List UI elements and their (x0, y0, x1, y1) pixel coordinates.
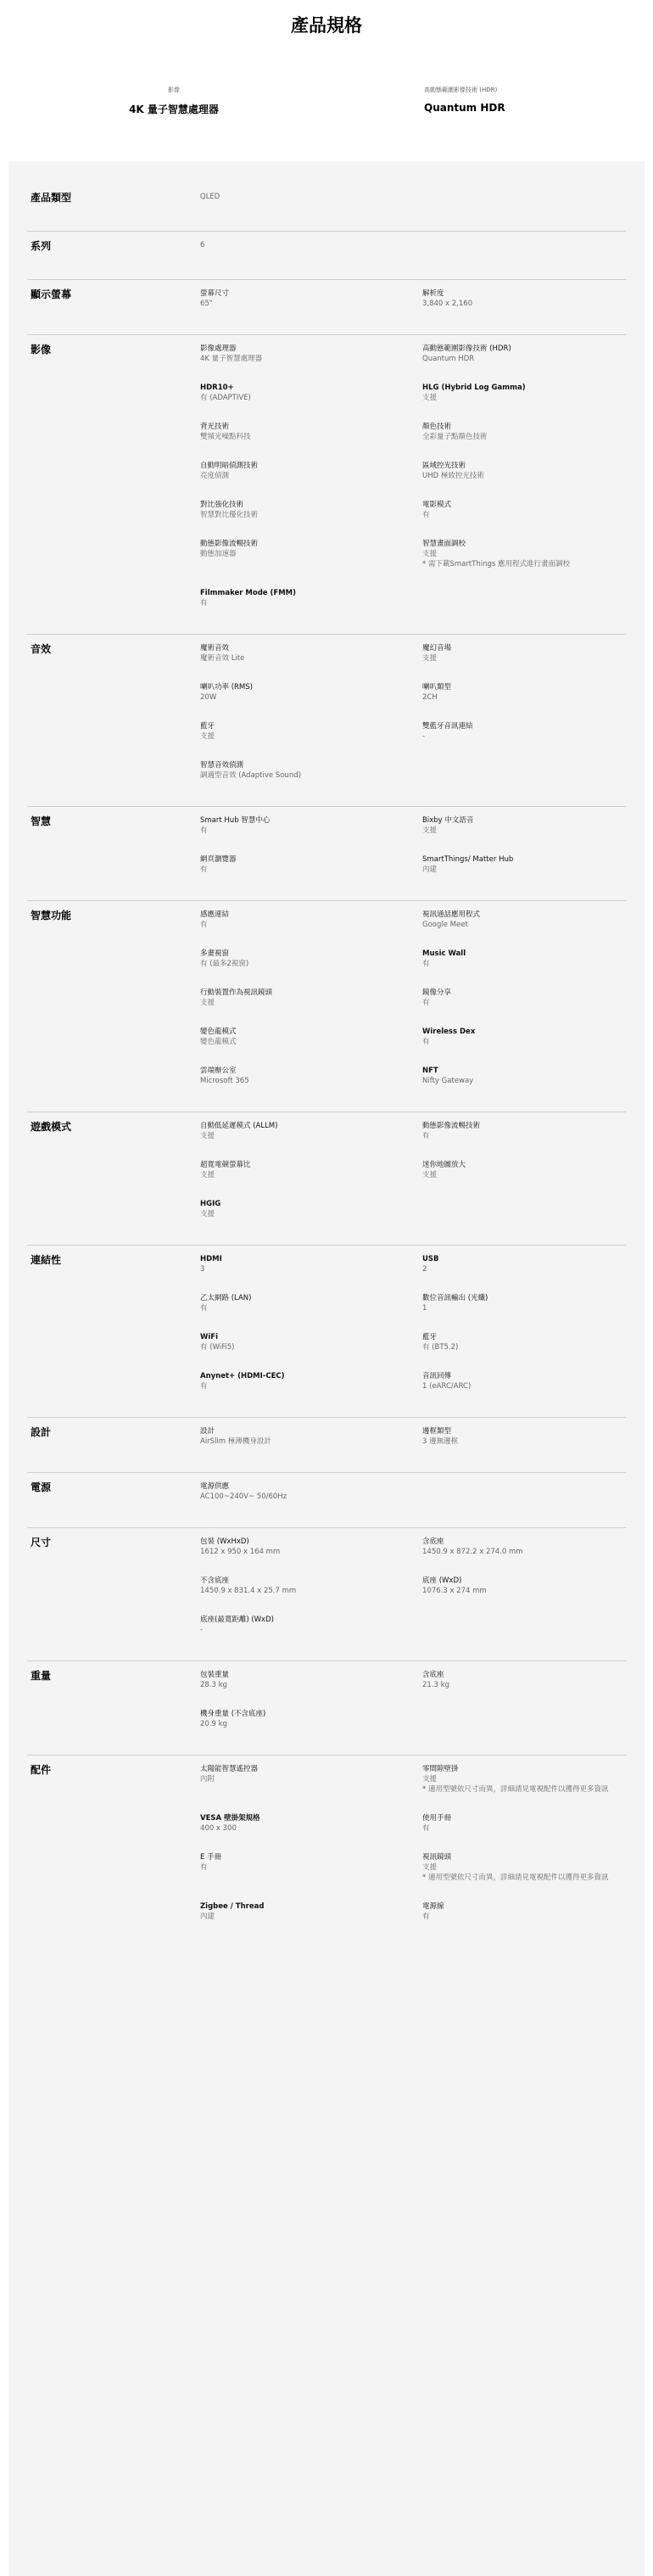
section-title: 遊戲模式 (31, 1121, 72, 1133)
spec-name: 動態影像流暢技術 (422, 1122, 481, 1130)
spec-value: 3 (200, 1265, 205, 1274)
spec-value: 亮度偵測 (200, 472, 230, 480)
spec-value: 有 (200, 921, 208, 929)
spec-name: Smart Hub 智慧中心 (200, 816, 271, 825)
spec-item (200, 643, 422, 664)
spec-name: 電源線 (422, 1902, 444, 1911)
spec-value: 有 (WiFi5) (200, 1343, 235, 1352)
spec-name: 音訊回傳 (422, 1372, 452, 1380)
spec-value: 內建 (200, 1912, 215, 1921)
spec-item (200, 1852, 422, 1883)
spec-value: 有 (200, 1304, 208, 1313)
spec-name: 感應連結 (200, 910, 230, 919)
spec-item (200, 1066, 422, 1086)
spec-section (27, 635, 626, 807)
spec-value: - (200, 1626, 204, 1634)
spec-value: Quantum HDR (422, 355, 475, 363)
spec-name: 視訊鏡頭 (422, 1853, 452, 1862)
spec-value: 28.3 kg (200, 1681, 227, 1689)
spec-item (422, 422, 626, 442)
spec-name: 機身重量 (不含底座) (200, 1710, 266, 1718)
spec-item (422, 1901, 626, 1922)
spec-name: NFT (422, 1067, 438, 1075)
spec-name: 太陽能智慧遙控器 (200, 1765, 259, 1773)
section-title: 產品類型 (31, 192, 72, 204)
spec-name: 電源供應 (200, 1482, 230, 1491)
spec-name: 設計 (200, 1427, 215, 1436)
spec-value: 有 (最多2視窗) (200, 960, 249, 968)
spec-value: 3 邊無邊框 (422, 1437, 459, 1446)
spec-name: 藍牙 (200, 722, 215, 731)
section-title: 顯示螢幕 (31, 288, 72, 300)
spec-name: 解析度 (422, 289, 444, 298)
spec-value: 魔術音效 Lite (200, 654, 245, 663)
spec-item (200, 461, 422, 481)
spec-name: 動態影像流暢技術 (200, 540, 259, 548)
spec-item (200, 500, 422, 520)
spec-value: 400 x 300 (200, 1824, 237, 1833)
spec-grid (200, 1670, 626, 1729)
spec-item (422, 1670, 626, 1690)
spec-item (200, 1615, 422, 1635)
spec-section (27, 1112, 626, 1246)
spec-item (422, 1027, 626, 1047)
spec-section (27, 232, 626, 280)
spec-value: Microsoft 365 (200, 1077, 249, 1085)
spec-name: E 手冊 (200, 1853, 222, 1862)
spec-name: 魔幻音場 (422, 644, 452, 652)
spec-value: 21.3 kg (422, 1681, 449, 1689)
spec-value: 支援 * 適用型號依尺寸而異，詳細請見電視配件以獲得更多資訊 (422, 1775, 609, 1794)
spec-value: AirSlim 極薄機身設計 (200, 1437, 271, 1446)
section-title: 配件 (31, 1764, 52, 1776)
spec-section (27, 1661, 626, 1756)
hero-value: 4K 量子智慧處理器 (129, 104, 219, 115)
spec-item (422, 682, 626, 703)
spec-item (200, 383, 422, 403)
spec-value: AC100~240V~ 50/60Hz (200, 1492, 287, 1501)
spec-item (422, 721, 626, 742)
spec-name: 變色龍模式 (200, 1028, 237, 1036)
spec-name: 自動明暗偵測技術 (200, 462, 259, 470)
spec-name: 對比強化技術 (200, 501, 244, 509)
spec-value: Google Meet (422, 921, 468, 929)
spec-item (422, 910, 626, 930)
section-title: 系列 (31, 240, 52, 252)
spec-item (422, 1160, 626, 1180)
spec-value: 有 (422, 1912, 430, 1921)
spec-value: 內附 (200, 1775, 215, 1784)
spec-grid (200, 910, 626, 1086)
spec-item (422, 288, 626, 309)
spec-grid (200, 1537, 626, 1635)
spec-value: 1450.9 x 831.4 x 25.7 mm (200, 1587, 297, 1595)
spec-item (422, 643, 626, 664)
spec-name: 含底座 (422, 1671, 444, 1679)
section-title: 電源 (31, 1481, 52, 1493)
spec-name: 包裝 (WxHxD) (200, 1537, 249, 1546)
spec-item (422, 1066, 626, 1086)
spec-value: 支援 (200, 1210, 215, 1218)
spec-name: WiFi (200, 1333, 219, 1341)
spec-value: 有 (422, 511, 430, 519)
spec-value: 有 (ADAPTIVE) (200, 394, 251, 402)
spec-item (422, 1371, 626, 1392)
spec-grid (200, 1121, 626, 1219)
spec-item (422, 1813, 626, 1834)
spec-grid (200, 240, 626, 254)
spec-value: 1450.9 x 872.2 x 274.0 mm (422, 1548, 523, 1556)
spec-value: 支援 (200, 732, 215, 741)
spec-item (200, 1426, 422, 1447)
spec-name: 視訊通話應用程式 (422, 910, 481, 919)
spec-grid (200, 815, 626, 875)
spec-value: 支援 (422, 654, 438, 663)
spec-item (422, 1764, 626, 1795)
spec-name: 多畫視窗 (200, 949, 230, 958)
spec-value: 1 (eARC/ARC) (422, 1382, 472, 1391)
spec-value: 1 (422, 1304, 427, 1313)
spec-value: 支援 (200, 1132, 215, 1140)
spec-item (200, 1813, 422, 1834)
spec-item (200, 588, 422, 608)
spec-name: 迷你地圖放大 (422, 1161, 466, 1169)
spec-name: HLG (Hybrid Log Gamma) (422, 384, 526, 392)
spec-name: 邊框類型 (422, 1427, 452, 1436)
spec-name: Wireless Dex (422, 1028, 476, 1036)
spec-item (422, 1293, 626, 1313)
spec-value: 有 (422, 999, 430, 1007)
spec-name: 雙藍牙音訊連結 (422, 722, 473, 731)
spec-name: 雲端辦公室 (200, 1067, 237, 1075)
spec-item (200, 1293, 422, 1313)
spec-item (200, 288, 422, 309)
spec-item (200, 1670, 422, 1690)
spec-value: 有 (422, 1824, 430, 1833)
spec-section (27, 1528, 626, 1661)
section-title: 連結性 (31, 1254, 62, 1266)
spec-name: USB (422, 1255, 439, 1263)
spec-name: 智慧畫面調校 (422, 540, 466, 548)
spec-item (422, 383, 626, 403)
spec-name: Bixby 中文語音 (422, 816, 474, 825)
spec-name: HGIG (200, 1200, 221, 1208)
spec-name: 包裝重量 (200, 1671, 230, 1679)
section-title: 智慧功能 (31, 910, 72, 921)
spec-name: 零間隙壁掛 (422, 1765, 459, 1773)
spec-item (200, 1027, 422, 1047)
spec-name: 超寬電競螢幕比 (200, 1161, 251, 1169)
spec-value: 有 (200, 865, 208, 874)
spec-value: 支援 (422, 1171, 438, 1179)
spec-item (200, 539, 422, 569)
spec-grid (200, 344, 626, 608)
spec-value: 1612 x 950 x 164 mm (200, 1548, 281, 1556)
spec-value: 有 (200, 1863, 208, 1872)
spec-name: 自動低延遲模式 (ALLM) (200, 1122, 278, 1130)
spec-item (200, 1709, 422, 1729)
spec-value: 3,840 x 2,160 (422, 300, 473, 308)
spec-section (27, 901, 626, 1112)
section-title: 智慧 (31, 815, 52, 827)
spec-item (200, 949, 422, 969)
spec-value: 有 (200, 599, 208, 608)
spec-item (200, 422, 422, 442)
spec-value: Nifty Gateway (422, 1077, 474, 1085)
spec-item (200, 1764, 422, 1795)
spec-value: 支援 (200, 999, 215, 1007)
spec-name: Filmmaker Mode (FMM) (200, 589, 297, 597)
spec-item (200, 1537, 422, 1557)
spec-value: 2CH (422, 693, 438, 702)
spec-name: 數位音訊輸出 (光纖) (422, 1294, 488, 1302)
spec-panel (8, 161, 645, 2576)
spec-value: 支援 (422, 826, 438, 835)
spec-name: 電影模式 (422, 501, 452, 509)
spec-value: 65" (200, 300, 213, 308)
spec-name: 行動裝置作為視訊鏡頭 (200, 988, 273, 997)
spec-section (27, 183, 626, 232)
spec-name: 螢幕尺寸 (200, 289, 230, 298)
spec-item (422, 854, 626, 875)
spec-name: 含底座 (422, 1537, 444, 1546)
spec-section (27, 335, 626, 635)
spec-value: 有 (422, 1038, 430, 1046)
spec-name: 顏色技術 (422, 423, 452, 431)
spec-grid (200, 288, 626, 309)
spec-grid (200, 192, 626, 205)
spec-name: SmartThings/ Matter Hub (422, 855, 514, 864)
hero-item-processor (0, 86, 348, 116)
spec-item (200, 910, 422, 930)
section-title: 影像 (31, 344, 52, 356)
spec-name: 智慧音效偵測 (200, 761, 244, 770)
spec-value: QLED (200, 193, 220, 201)
hero-label: 影像 (168, 87, 180, 93)
spec-value: 支援 (200, 1171, 215, 1179)
spec-name: 影像處理器 (200, 344, 237, 353)
spec-name: Zigbee / Thread (200, 1902, 265, 1911)
spec-item (200, 854, 422, 875)
hero-item-hdr (424, 86, 505, 114)
spec-value: 內建 (422, 865, 438, 874)
spec-item (200, 344, 422, 364)
spec-name: Anynet+ (HDMI-CEC) (200, 1372, 285, 1380)
spec-name: HDMI (200, 1255, 222, 1263)
spec-value: 20W (200, 693, 217, 702)
spec-name: Music Wall (422, 949, 466, 958)
spec-value: 1076.3 x 274 mm (422, 1587, 487, 1595)
spec-item (200, 988, 422, 1008)
spec-item (200, 760, 422, 781)
spec-name: 魔術音效 (200, 644, 230, 652)
spec-item (200, 1371, 422, 1392)
spec-item (200, 721, 422, 742)
spec-grid (200, 1481, 626, 1502)
spec-name: 不含底座 (200, 1576, 230, 1585)
spec-item (200, 192, 422, 205)
spec-item (422, 815, 626, 836)
spec-section (27, 807, 626, 901)
spec-item (200, 1576, 422, 1596)
spec-name: 高動態範圍影像技術 (HDR) (422, 344, 511, 353)
spec-name: 網頁瀏覽器 (200, 855, 237, 864)
spec-item (422, 461, 626, 481)
spec-section (27, 280, 626, 335)
spec-value: 2 (422, 1265, 427, 1274)
spec-value: 有 (422, 960, 430, 968)
spec-item (422, 1121, 626, 1141)
spec-value: 支援 * 需下載SmartThings 應用程式進行畫面調校 (422, 550, 571, 568)
spec-name: 喇叭功率 (RMS) (200, 683, 253, 692)
page-title: 產品規格 (291, 15, 362, 36)
spec-name: 背光技術 (200, 423, 230, 431)
spec-name: 底座(最寬距離) (WxD) (200, 1616, 274, 1624)
spec-value: 智慧對比優化技術 (200, 511, 259, 519)
spec-name: HDR10+ (200, 384, 234, 392)
spec-item (422, 1332, 626, 1352)
spec-value: 支援 * 適用型號依尺寸而異，詳細請見電視配件以獲得更多資訊 (422, 1863, 609, 1882)
spec-name: 乙太網路 (LAN) (200, 1294, 252, 1302)
spec-name: 鏡像分享 (422, 988, 452, 997)
spec-item (200, 1160, 422, 1180)
hero-value: Quantum HDR (424, 102, 505, 114)
section-title: 設計 (31, 1426, 52, 1438)
spec-item (200, 1901, 422, 1922)
section-title: 音效 (31, 643, 52, 655)
section-title: 尺寸 (31, 1537, 52, 1548)
section-title: 重量 (31, 1670, 52, 1682)
spec-value: 雙頻光噪點科技 (200, 433, 251, 441)
spec-item (422, 344, 626, 364)
spec-grid (200, 1764, 626, 1922)
spec-item (200, 240, 422, 254)
spec-value: 動態加速器 (200, 550, 237, 558)
spec-item (200, 1481, 422, 1502)
spec-value: 調適型音效 (Adaptive Sound) (200, 771, 301, 780)
spec-item (422, 949, 626, 969)
spec-item (200, 1121, 422, 1141)
spec-value: 6 (200, 241, 205, 249)
spec-section (27, 1418, 626, 1473)
spec-value: 有 (200, 1382, 208, 1391)
spec-value: 全彩量子點顏色技術 (422, 433, 488, 441)
spec-value: 有 (BT5.2) (422, 1343, 459, 1352)
spec-item (422, 1576, 626, 1596)
hero-label: 高動態範圍影像技術 (HDR) (424, 87, 498, 93)
spec-name: 喇叭類型 (422, 683, 452, 692)
spec-section (27, 1246, 626, 1418)
spec-value: UHD 極致控光技術 (422, 472, 484, 480)
spec-name: 藍牙 (422, 1333, 438, 1341)
spec-section (27, 1756, 626, 1947)
spec-item (422, 500, 626, 520)
spec-value: 有 (422, 1132, 430, 1140)
spec-value: - (422, 732, 426, 741)
spec-value: 4K 量子智慧處理器 (200, 355, 263, 363)
spec-grid (200, 1426, 626, 1447)
spec-item (200, 682, 422, 703)
spec-value: 支援 (422, 394, 438, 402)
spec-item (200, 815, 422, 836)
spec-value: 變色龍模式 (200, 1038, 237, 1046)
spec-name: 底座 (WxD) (422, 1576, 462, 1585)
hero-highlights (0, 41, 653, 161)
spec-value: 20.9 kg (200, 1720, 227, 1728)
spec-name: VESA 壁掛架規格 (200, 1814, 260, 1823)
spec-grid (200, 643, 626, 781)
spec-item (422, 539, 626, 569)
spec-item (422, 1852, 626, 1883)
spec-item (200, 1254, 422, 1274)
spec-item (422, 1537, 626, 1557)
spec-section (27, 1473, 626, 1528)
spec-item (200, 1199, 422, 1219)
spec-name: 區域控光技術 (422, 462, 466, 470)
spec-grid (200, 1254, 626, 1392)
spec-item (200, 1332, 422, 1352)
spec-item (422, 1426, 626, 1447)
spec-item (422, 988, 626, 1008)
spec-item (422, 1254, 626, 1274)
spec-value: 有 (200, 826, 208, 835)
spec-name: 使用手冊 (422, 1814, 452, 1823)
